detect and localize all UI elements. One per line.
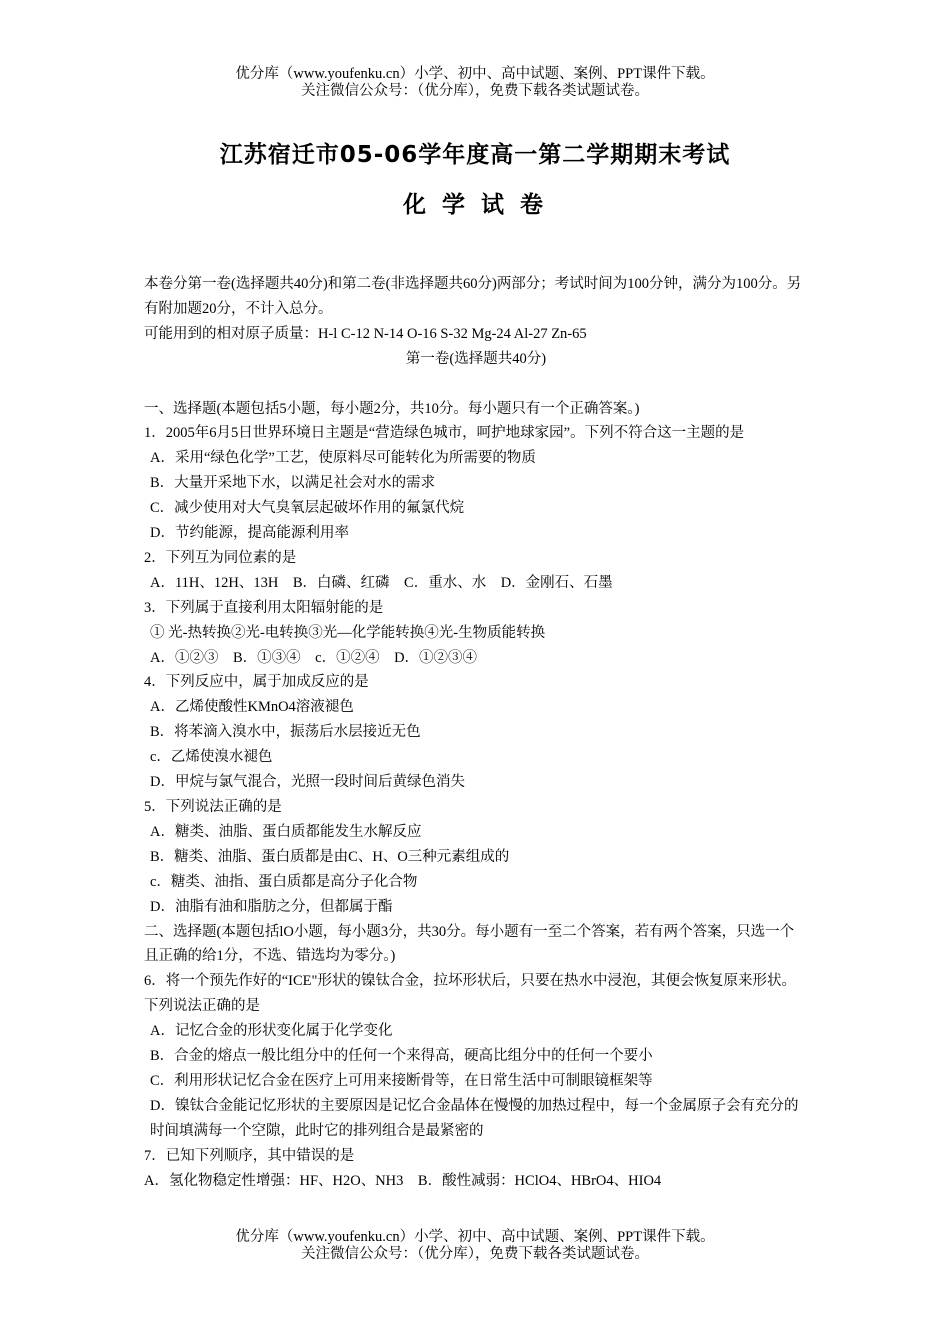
q6-option-c: C．利用形状记忆合金在医疗上可用来接断骨等，在日常生活中可制眼镜框架等 (150, 1072, 653, 1089)
q6-stem: 6．将一个预先作好的“ICE"形状的镍钛合金，拉坏形状后，只要在热水中浸泡，其便会恢复原来形状。下列说法正确的是 (144, 973, 796, 1015)
q5-option-c: c．糖类、油指、蛋白质都是高分子化合物 (150, 873, 418, 890)
q3-stem: 3．下列属于直接利用太阳辐射能的是 (144, 599, 384, 616)
intro-paragraph: 本卷分第一卷(选择题共40分)和第二卷(非选择题共60分)两部分；考试时间为100分钟，满分为100分。另有附加题20分，不计入总分。 (144, 276, 802, 317)
header-line-2: 关注微信公众号：（优分库），免费下载各类试题试卷。 (301, 83, 649, 99)
q7-stem: 7．已知下列顺序，其中错误的是 (144, 1147, 355, 1164)
atomic-mass-line: 可能用到的相对原子质量：H-l C-12 N-14 O-16 S-32 Mg-24 Al-27 Zn-65 (144, 325, 587, 342)
q3-options: A．①②③ B．①③④ c．①②④ D．①②③④ (150, 649, 478, 666)
footer-line-1: 优分库（www.youfenku.cn）小学、初中、高中试题、案例、PPT课件下载。 (235, 1229, 715, 1245)
section-2-heading: 二、选择题(本题包括lO小题，每小题3分，共30分。每小题有一至二个答案，若有两个答案，只选一个且正确的给1分，不选、错选均为零分。) (144, 923, 795, 965)
exam-body (144, 272, 808, 1194)
page-header (0, 66, 950, 100)
exam-subtitle: 化 学 试 卷 (402, 192, 548, 218)
q1-option-c: C．减少使用对大气臭氧层起破坏作用的氟氯代烷 (150, 500, 465, 517)
q1-option-d: D．节约能源，提高能源利用率 (150, 525, 349, 542)
q6-option-d: D．镍钛合金能记忆形状的主要原因是记忆合金晶体在慢慢的加热过程中，每一个金属原子会有充分的时间填满每一个空隙，此时它的排列组合是最紧密的 (150, 1097, 799, 1139)
q1-option-b: B．大量开采地下水，以满足社会对水的需求 (150, 475, 436, 492)
q7-options: A．氢化物稳定性增强：HF、H2O、NH3 B．酸性减弱：HClO4、HBrO4、HIO4 (144, 1172, 662, 1189)
q5-option-b: B．糖类、油脂、蛋白质都是由C、H、O三种元素组成的 (150, 848, 510, 865)
q5-stem: 5．下列说法正确的是 (144, 799, 282, 816)
q4-option-d: D．甲烷与氯气混合，光照一段时间后黄绿色消失 (150, 774, 465, 791)
q2-options: A．11H、12H、13H B．白磷、红磷 C．重水、水 D．金刚石、石墨 (150, 574, 613, 591)
q4-option-a: A．乙烯使酸性KMnO4溶液褪色 (150, 699, 354, 716)
exam-title: 江苏宿迁市05-06学年度高一第二学期期末考试 (219, 142, 731, 168)
q6-option-a: A．记忆合金的形状变化属于化学变化 (150, 1023, 393, 1040)
q6-option-b: B．合金的熔点一般比组分中的任何一个来得高，硬高比组分中的任何一个要小 (150, 1048, 653, 1065)
page-footer (0, 1229, 950, 1263)
q4-option-b: B．将苯滴入溴水中，振荡后水层接近无色 (150, 724, 421, 741)
volume-1-heading: 第一卷(选择题共40分) (405, 350, 547, 367)
q5-option-d: D．油脂有油和脂肪之分，但都属于酯 (150, 898, 393, 915)
q4-stem: 4．下列反应中，属于加成反应的是 (144, 674, 369, 691)
spacer (144, 372, 808, 397)
q2-stem: 2．下列互为同位素的是 (144, 549, 297, 566)
header-line-1: 优分库（www.youfenku.cn）小学、初中、高中试题、案例、PPT课件下载。 (235, 66, 715, 82)
q1-stem: 1．2005年6月5日世界环境日主题是“营造绿色城市，呵护地球家园”。下列不符合这一主题的是 (144, 425, 745, 442)
q1-option-a: A．采用“绿色化学”工艺，使原料尽可能转化为所需要的物质 (150, 450, 536, 467)
q5-option-a: A．糖类、油脂、蛋白质都能发生水解反应 (150, 823, 422, 840)
section-1-heading: 一、选择题(本题包括5小题，每小题2分，共10分。每小题只有一个正确答案。) (144, 400, 640, 417)
q4-option-c: c．乙烯使溴水褪色 (150, 749, 273, 766)
q3-items: ① 光-热转换②光-电转换③光—化学能转换④光-生物质能转换 (150, 624, 546, 641)
footer-line-2: 关注微信公众号：（优分库），免费下载各类试题试卷。 (301, 1246, 649, 1262)
